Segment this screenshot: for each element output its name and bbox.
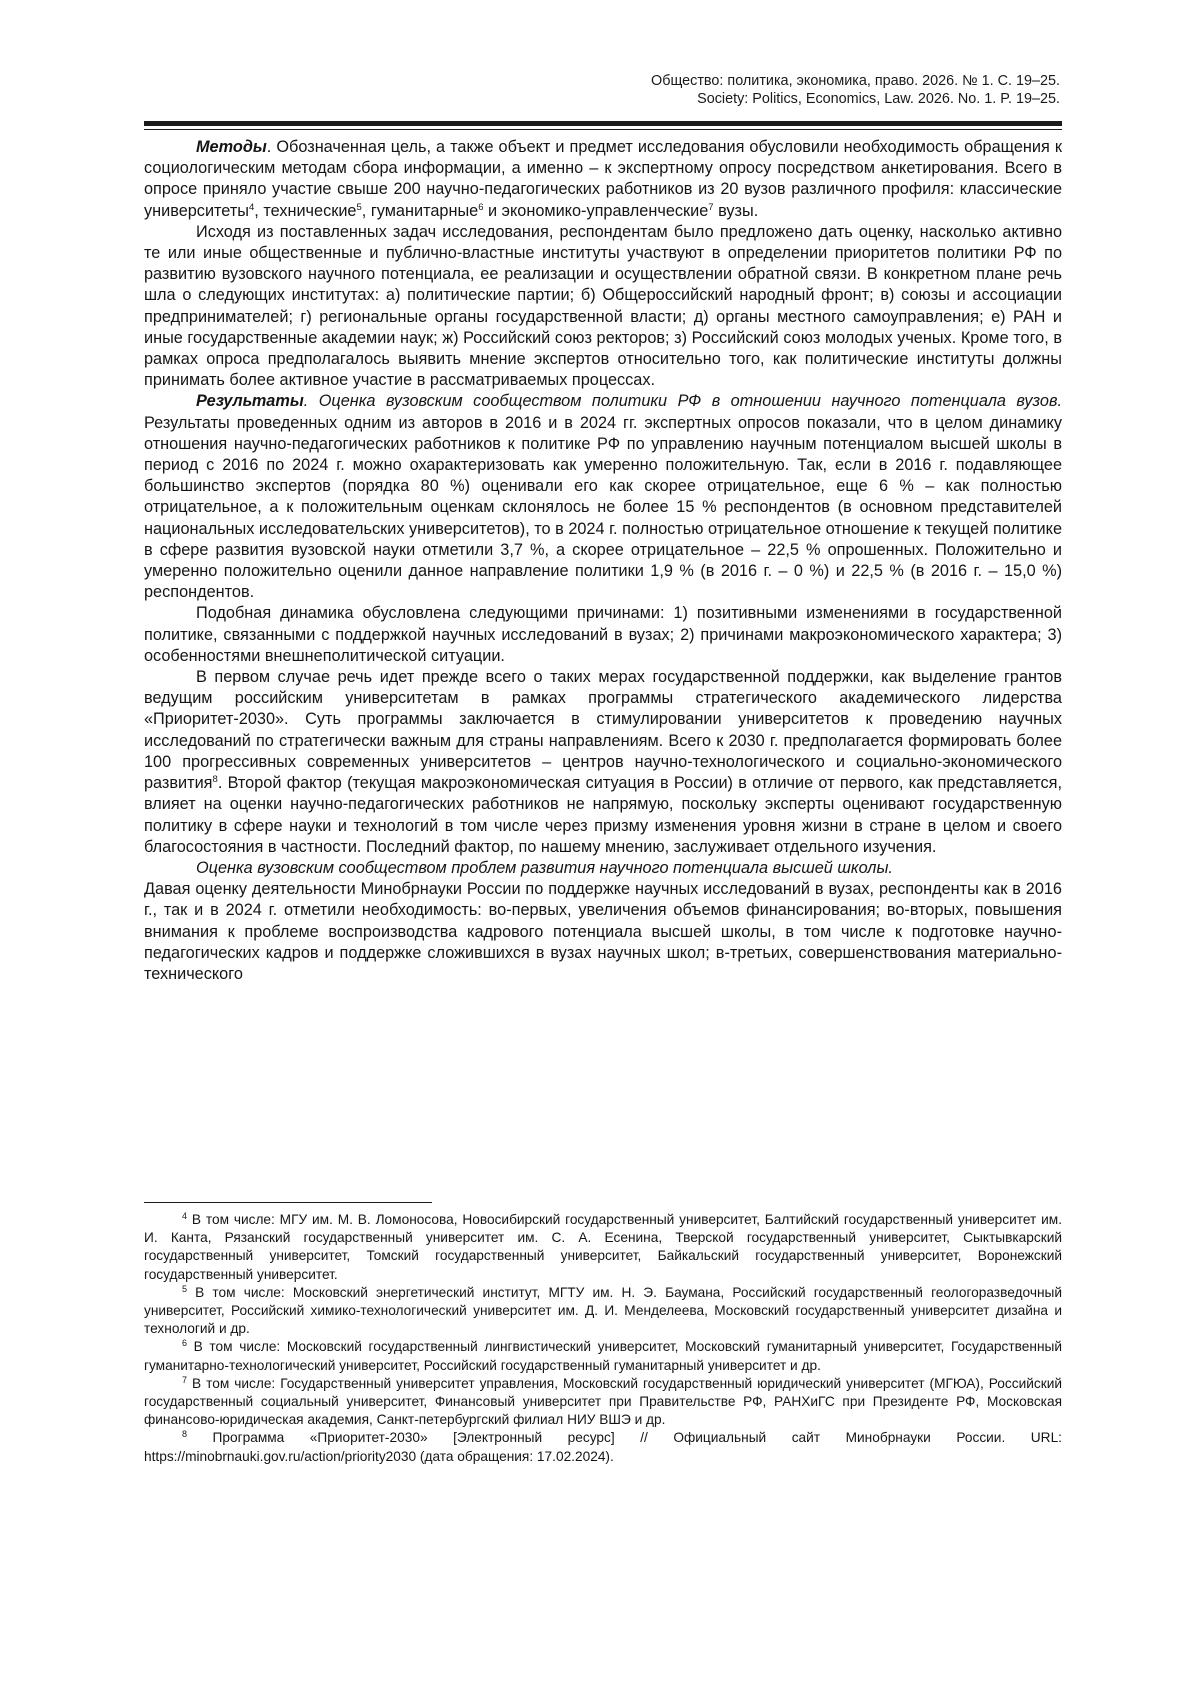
- article-body: [144, 137, 1062, 985]
- footnote-5: [144, 1284, 1062, 1339]
- footnote-ref-6[interactable]: 6: [478, 201, 484, 213]
- running-header: [160, 72, 1060, 108]
- methods-heading: Методы: [196, 138, 267, 156]
- header-rule-thick: [144, 121, 1062, 126]
- footnote-6: [144, 1338, 1062, 1374]
- results-paragraph: [144, 391, 1062, 603]
- footnote-7: [144, 1375, 1062, 1430]
- footnote-ref-8[interactable]: 8: [212, 774, 218, 786]
- footnote-4: [144, 1211, 1062, 1284]
- institutes-paragraph: Исходя из поставленных задач исследования, респондентам было предложено дать оценку, насколько активно те или иные общественные и публично-властные институты участвуют в определении приоритетов политики РФ по развитию вузовского научного потенциала, ее реализации и осуществлении обратной связи. В конкретном плане речь шла о следующих институтах: а) политические партии; б) Общероссийский народный фронт; в) союзы и ассоциации предпринимателей; г) региональные органы государственной власти; д) органы местного самоуправления; е) РАН и иные государственные академии наук; ж) Российский союз ректоров; з) Российский союз молодых ученых. Кроме того, в рамках опроса предполагалось выявить мнение экспертов относительно того, как политические институты должны принимать более активное участие в рассматриваемых процессах.: [144, 222, 1062, 390]
- methods-text-4: и экономико-управленческие: [483, 201, 709, 220]
- problems-subheading: Оценка вузовским сообществом проблем развития научного потенциала высшей школы.: [196, 858, 893, 877]
- problems-paragraph: Давая оценку деятельности Минобрнауки России по поддержке научных исследований в вузах, респонденты как в 2016 г., так и в 2024 г. отметили необходимость: во-первых, увеличения объемов финансирования; во-вторых, повышения внимания к проблеме воспроизводства кадрового потенциала высшей школы, в том числе к подготовке научно-педагогических кадров и поддержке сложившихся в вузах научных школ; в-третьих, совершенствования материально-технического: [144, 880, 1062, 983]
- footnote-ref-7[interactable]: 7: [708, 201, 714, 213]
- results-text: Результаты проведенных одним из авторов в 2016 и в 2024 гг. экспертных опросов показали, что в целом динамику отношения научно-педагогических работников к политике РФ по управлению научным потенциалом высшей школы в период с 2016 по 2024 г. можно охарактеризовать как умеренно положительную. Так, если в 2016 г. подавляющее большинство экспертов (порядка 80 %) оценивали его как скорее отрицательное, еще 6 % – как полностью отрицательное, а к положительным оценкам склонялось не более 15 % респондентов (в основном представителей национальных исследовательских университетов), то в 2024 г. полностью отрицательное отношение к текущей политике в сфере развития вузовской науки отметили 3,7 %, а скорее отрицательное – 22,5 % опрошенных. Положительно и умеренно положительно оценили данное направление политики 1,9 % (в 2016 г. – 0 %) и 22,5 % (в 2016 г. – 15,0 %) респондентов.: [144, 413, 1062, 602]
- footnote-text: В том числе: Московский государственный лингвистический университет, Московский гуманитарный университет, Государственный гуманитарно-технологический университет, Российский государственный гуманитарный университет и др.: [144, 1339, 1062, 1373]
- footnote-text: В том числе: Государственный университет управления, Московский государственный юридический университет (МГЮА), Российский государственный социальный университет, Финансовый университет при Правительстве РФ, РАНХиГС при Президенте РФ, Московская финансово-юридическая академия, Санкт-петербургский филиал НИУ ВШЭ и др.: [144, 1375, 1062, 1428]
- first-case-paragraph: [144, 667, 1062, 858]
- footnote-number: 8: [182, 1429, 188, 1440]
- footnote-ref-4[interactable]: 4: [249, 201, 255, 213]
- methods-text-2: , технические: [254, 201, 357, 220]
- footnote-number: 5: [182, 1283, 188, 1294]
- footnote-number: 6: [182, 1338, 188, 1349]
- footnote-number: 4: [182, 1211, 188, 1221]
- footnotes: [144, 1211, 1062, 1466]
- header-citation-ru: Общество: политика, экономика, право. 2026. № 1. С. 19–25.: [651, 73, 1060, 89]
- header-citation-en: Society: Politics, Economics, Law. 2026. No. 1. P. 19–25.: [697, 91, 1060, 107]
- methods-paragraph: [144, 137, 1062, 222]
- footnote-8: [144, 1429, 1062, 1465]
- footnote-text: В том числе: Московский энергетический институт, МГТУ им. Н. Э. Баумана, Российский государственный геологоразведочный университет, Российский химико-технологический университет им. Д. И. Менделеева, Московский государственный университет дизайна и технологий и др.: [144, 1284, 1062, 1337]
- header-rule-thin: [144, 129, 1062, 130]
- methods-text-1: . Обозначенная цель, а также объект и предмет исследования обусловили необходимость обращения к социологическим методам сбора информации, а именно – к экспертному опросу посредством анкетирования. Всего в опросе приняло участие свыше 200 научно-педагогических работников из 20 вузов различного профиля: классические университеты: [144, 138, 1062, 220]
- reasons-paragraph: Подобная динамика обусловлена следующими причинами: 1) позитивными изменениями в государственной политике, связанными с поддержкой научных исследований в вузах; 2) причинами макроэкономического характера; 3) особенностями внешнеполитической ситуации.: [144, 604, 1062, 665]
- results-subheading: . Оценка вузовским сообществом политики РФ в отношении научного потенциала вузов.: [303, 392, 1062, 411]
- footnote-ref-5[interactable]: 5: [356, 201, 362, 213]
- footnote-number: 7: [182, 1374, 188, 1385]
- footnote-text: Программа «Приоритет-2030» [Электронный ресурс] // Официальный сайт Минобрнауки России. URL: https://minobrnauki.gov.ru/action/priority2030 (дата обращения: 17.02.2024).: [144, 1430, 1062, 1464]
- methods-text-5: вузы.: [713, 201, 759, 220]
- footnote-text: В том числе: МГУ им. М. В. Ломоносова, Новосибирский государственный университет, Балтийский государственный университет им. И. Канта, Рязанский государственный университет им. С. А. Есенина, Тверской государственный университет, Сыктывкарский государственный университет, Томский государственный университет, Байкальский государственный университет, Воронежский государственный университет.: [144, 1212, 1062, 1282]
- first-case-text-2: . Второй фактор (текущая макроэкономическая ситуация в России) в отличие от первого, как представляется, влияет на оценки научно-педагогических работников не напрямую, поскольку эксперты оценивают государственную политику в сфере науки и технологий в том числе через призму изменения уровня жизни в стране в целом и своего благосостояния в частности. Последний фактор, по нашему мнению, заслуживает отдельного изучения.: [144, 774, 1062, 856]
- results-heading: Результаты: [196, 392, 304, 411]
- methods-text-3: , гуманитарные: [361, 201, 479, 220]
- footnote-separator: [144, 1202, 432, 1203]
- first-case-text-1: В первом случае речь идет прежде всего о таких мерах государственной поддержки, как выделение грантов ведущим российским университетам в рамках программы стратегического академического лидерства «Приоритет-2030». Суть программы заключается в стимулировании университетов к проведению научных исследований по стратегически важным для страны направлениям. Всего к 2030 г. предполагается формировать более 100 прогрессивных современных университетов – центров научно-технологического и социально-экономического развития: [144, 668, 1062, 793]
